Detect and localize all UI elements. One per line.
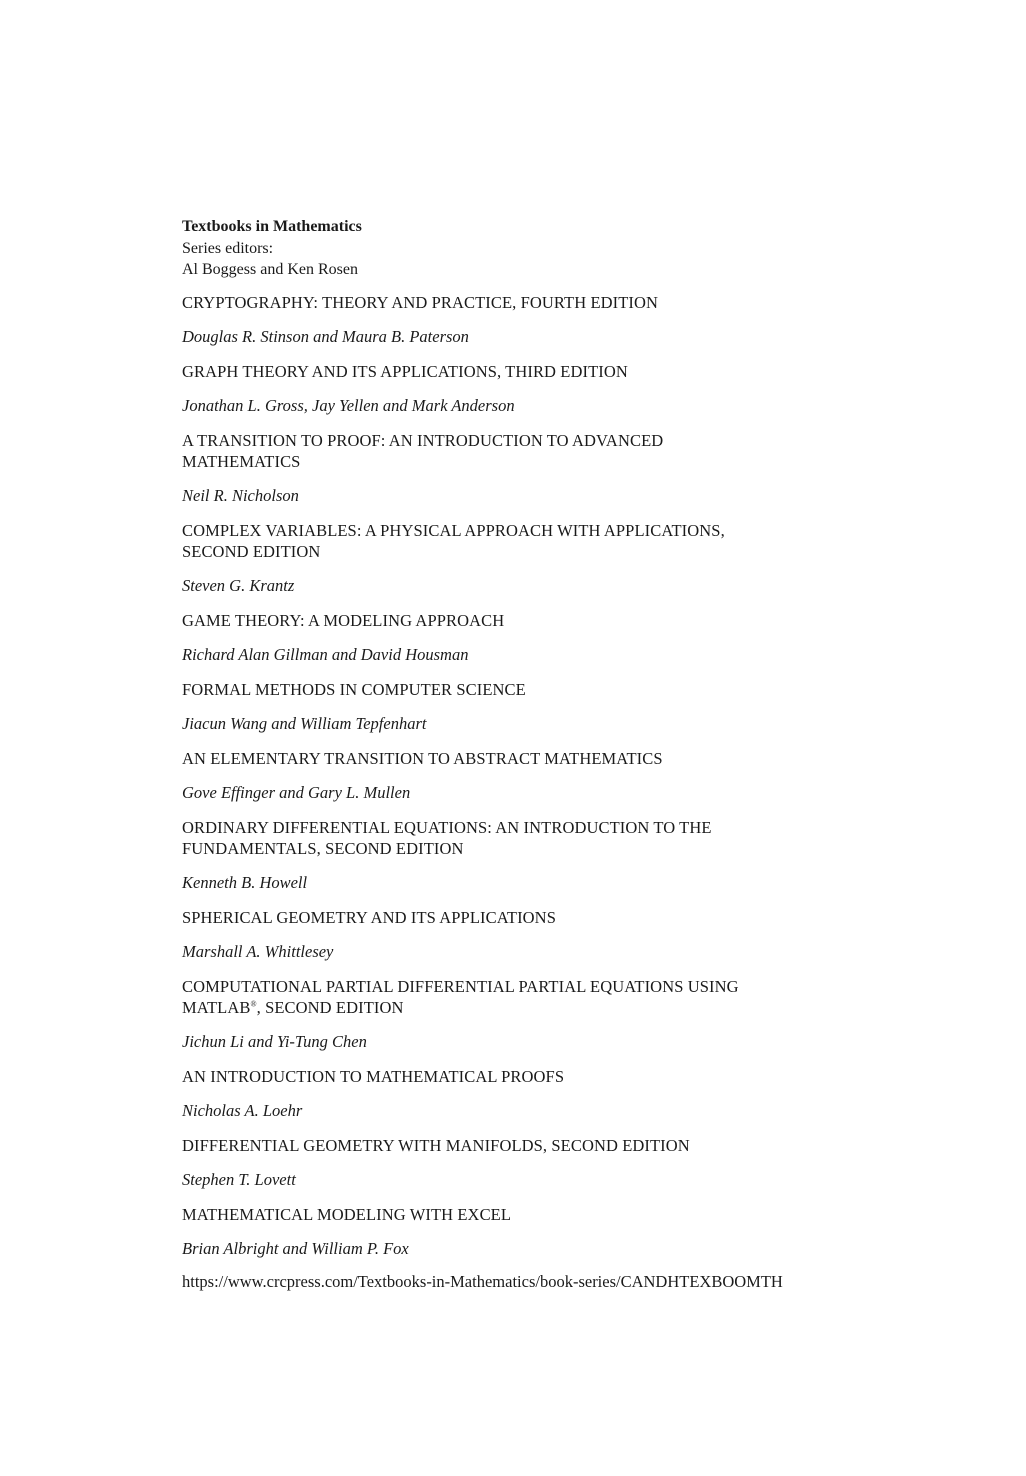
series-page — [182, 216, 882, 1292]
book-title: FORMAL METHODS IN COMPUTER SCIENCE — [182, 679, 526, 699]
book-title-main: COMPUTATIONAL PARTIAL DIFFERENTIAL PARTIAL EQUATIONS USING MATLAB — [182, 976, 739, 1017]
book-authors: Stephen T. Lovett — [182, 1169, 296, 1189]
book-authors: Marshall A. Whittlesey — [182, 941, 334, 961]
book-title — [182, 974, 812, 1018]
series-editors: Al Boggess and Ken Rosen — [182, 261, 358, 278]
book-authors: Nicholas A. Loehr — [182, 1100, 303, 1120]
book-authors: Jichun Li and Yi-Tung Chen — [182, 1031, 367, 1051]
book-title: AN ELEMENTARY TRANSITION TO ABSTRACT MATHEMATICS — [182, 748, 663, 768]
book-authors: Steven G. Krantz — [182, 575, 295, 595]
book-entry — [182, 359, 882, 416]
book-title: A TRANSITION TO PROOF: AN INTRODUCTION TO ADVANCED MATHEMATICS — [182, 430, 664, 471]
series-title: Textbooks in Mathematics — [182, 218, 362, 235]
book-entry — [182, 608, 882, 665]
book-title: ORDINARY DIFFERENTIAL EQUATIONS: AN INTRODUCTION TO THE FUNDAMENTALS, SECOND EDITION — [182, 817, 712, 858]
book-authors: Kenneth B. Howell — [182, 872, 308, 892]
book-authors: Richard Alan Gillman and David Housman — [182, 644, 469, 664]
book-authors: Gove Effinger and Gary L. Mullen — [182, 782, 411, 802]
book-entry — [182, 677, 882, 734]
book-title: GAME THEORY: A MODELING APPROACH — [182, 610, 505, 630]
book-authors: Jonathan L. Gross, Jay Yellen and Mark Anderson — [182, 395, 515, 415]
series-header — [182, 216, 882, 281]
registered-mark: ® — [250, 999, 257, 1008]
book-entry — [182, 905, 882, 962]
book-authors: Neil R. Nicholson — [182, 485, 299, 505]
book-title: MATHEMATICAL MODELING WITH EXCEL — [182, 1204, 512, 1224]
book-title: DIFFERENTIAL GEOMETRY WITH MANIFOLDS, SECOND EDITION — [182, 1135, 690, 1155]
book-title: SPHERICAL GEOMETRY AND ITS APPLICATIONS — [182, 907, 556, 927]
book-entry — [182, 518, 882, 596]
book-title: GRAPH THEORY AND ITS APPLICATIONS, THIRD EDITION — [182, 361, 628, 381]
book-authors: Jiacun Wang and William Tepfenhart — [182, 713, 427, 733]
book-title: COMPLEX VARIABLES: A PHYSICAL APPROACH WITH APPLICATIONS, SECOND EDITION — [182, 520, 725, 561]
book-entry — [182, 290, 882, 347]
series-url: https://www.crcpress.com/Textbooks-in-Mathematics/book-series/CANDHTEXBOOMTH — [182, 1271, 783, 1291]
book-entry — [182, 1133, 882, 1190]
book-title: CRYPTOGRAPHY: THEORY AND PRACTICE, FOURTH EDITION — [182, 292, 659, 312]
book-entry — [182, 1064, 882, 1121]
book-entry — [182, 428, 882, 506]
book-entry — [182, 1202, 882, 1259]
book-entry — [182, 974, 882, 1052]
book-authors: Brian Albright and William P. Fox — [182, 1238, 409, 1258]
series-editors-label: Series editors: — [182, 239, 274, 257]
book-entry — [182, 746, 882, 803]
book-authors: Douglas R. Stinson and Maura B. Paterson — [182, 326, 469, 346]
book-entry — [182, 815, 882, 893]
book-title-edition: , SECOND EDITION — [256, 997, 404, 1017]
book-title: AN INTRODUCTION TO MATHEMATICAL PROOFS — [182, 1066, 565, 1086]
book-list — [182, 290, 882, 1259]
